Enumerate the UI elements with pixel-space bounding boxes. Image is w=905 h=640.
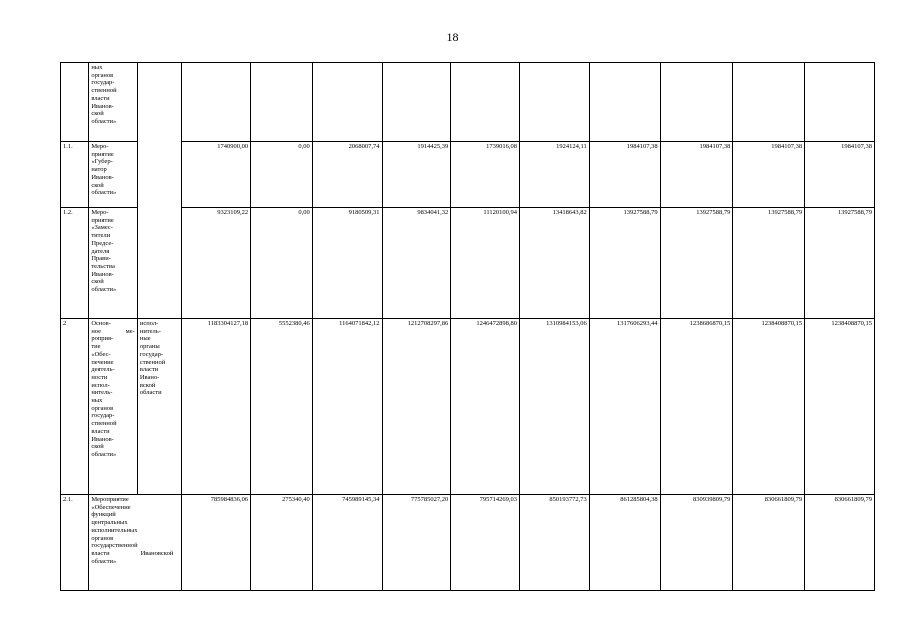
row-index: 1.2. (61, 208, 89, 319)
value-cell: 1984107,38 (805, 142, 875, 208)
value-cell: 1740900,00 (182, 142, 251, 208)
measure-name (89, 319, 138, 495)
measure-name-word: ме- (125, 327, 135, 335)
value-cell: 1238408870,15 (733, 319, 805, 495)
value-cell (312, 63, 382, 142)
value-cell: 795714269,03 (451, 495, 520, 591)
executor-cell: испол- нитель- ные органы государ- ственной власти Ивано- вской области (137, 319, 181, 495)
measure-name-line: Основ- (91, 320, 111, 327)
value-cell: 9323109,22 (182, 208, 251, 319)
measure-name-text: Мероприятие «Обеспечение функций центральных исполнительных органов государственной (91, 496, 138, 550)
value-cell (251, 63, 313, 142)
measure-name: Меро- приятие «Губер- натор Иванов- ской области» (89, 142, 138, 208)
value-cell: 2068007,74 (312, 142, 382, 208)
table-row (61, 63, 875, 142)
value-cell: 13927588,79 (589, 208, 660, 319)
value-cell (182, 63, 251, 142)
value-cell: 1238408870,15 (805, 319, 875, 495)
value-cell: 1984107,38 (589, 142, 660, 208)
value-cell: 1164071842,12 (312, 319, 382, 495)
value-cell: 275340,40 (251, 495, 313, 591)
page-number: 18 (446, 30, 459, 44)
row-index: 2 (61, 319, 89, 495)
value-cell (805, 63, 875, 142)
value-cell (451, 63, 520, 142)
table-row (61, 142, 875, 208)
value-cell: 13927588,79 (805, 208, 875, 319)
value-cell: 1914425,39 (382, 142, 451, 208)
value-cell: 785984836,06 (182, 495, 251, 591)
value-cell: 775785027,20 (382, 495, 451, 591)
executor-cell (137, 63, 181, 319)
value-cell: 1317606293,44 (589, 319, 660, 495)
value-cell: 9834041,32 (382, 208, 451, 319)
value-cell: 1212708297,86 (382, 319, 451, 495)
value-cell (733, 63, 805, 142)
value-cell (660, 63, 733, 142)
value-cell: 5552380,46 (251, 319, 313, 495)
measure-name-line (91, 550, 179, 558)
table-row (61, 319, 875, 495)
value-cell: 861285804,38 (589, 495, 660, 591)
value-cell: 830661809,79 (733, 495, 805, 591)
measure-name-word: власти (91, 549, 110, 557)
value-cell (382, 63, 451, 142)
value-cell: 1183304127,18 (182, 319, 251, 495)
value-cell: 1310984153,06 (520, 319, 590, 495)
measure-name-line (91, 328, 135, 336)
table-row (61, 495, 875, 591)
value-cell: 11120100,94 (451, 208, 520, 319)
value-cell: 830661809,79 (805, 495, 875, 591)
measure-name: ных органов государ- ственной власти Иванов- ской области» (89, 63, 138, 142)
value-cell: 0,00 (251, 208, 313, 319)
measure-name (89, 495, 182, 591)
value-cell: 1984107,38 (733, 142, 805, 208)
measure-name: Меро- приятие «Замес- тители Предсе- дателя Прави- тельства Иванов- ской области» (89, 208, 138, 319)
value-cell: 850193772,73 (520, 495, 590, 591)
value-cell: 13927588,79 (660, 208, 733, 319)
value-cell: 1246472898,80 (451, 319, 520, 495)
row-index (61, 63, 89, 142)
budget-table (60, 62, 875, 591)
row-index: 2.1. (61, 495, 89, 591)
value-cell: 1984107,38 (660, 142, 733, 208)
measure-name-word: ное (91, 327, 102, 335)
value-cell: 745989145,34 (312, 495, 382, 591)
measure-name-rest: роприя- тие «Обес- печение деятель- ности испол- нитель- ных органов государ- ственной власти Иванов- ской области» (91, 335, 117, 458)
value-cell: 13418643,82 (520, 208, 590, 319)
value-cell: 9180509,31 (312, 208, 382, 319)
value-cell: 0,00 (251, 142, 313, 208)
value-cell: 1924124,11 (520, 142, 590, 208)
value-cell (589, 63, 660, 142)
row-index: 1.1. (61, 142, 89, 208)
value-cell: 1238686870,15 (660, 319, 733, 495)
measure-name-word: Ивановской (140, 549, 174, 557)
table-row (61, 208, 875, 319)
measure-name-tail: области» (91, 557, 117, 565)
value-cell: 13927588,79 (733, 208, 805, 319)
value-cell: 830939809,79 (660, 495, 733, 591)
value-cell: 1739016,08 (451, 142, 520, 208)
value-cell (520, 63, 590, 142)
